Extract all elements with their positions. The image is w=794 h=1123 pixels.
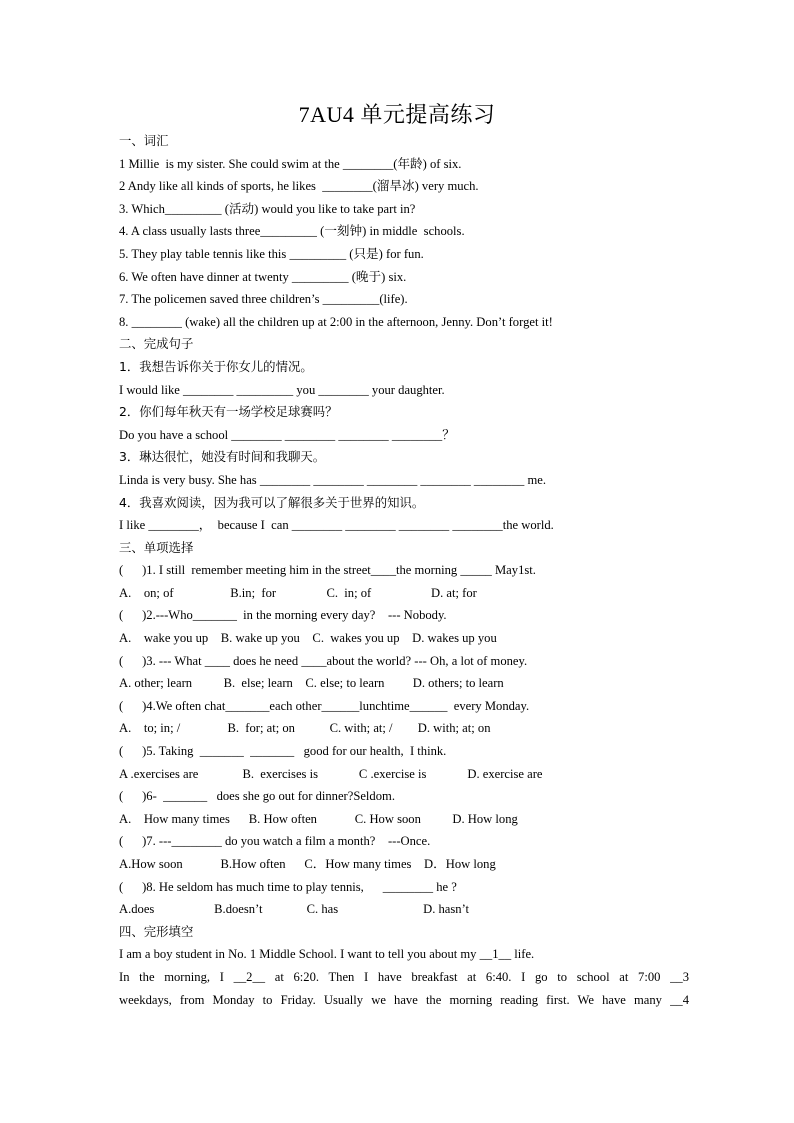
exercise-line: A .exercises are B. exercises is C .exercise is D. exercise are bbox=[119, 766, 543, 781]
exercise-line: ( )7. ---________ do you watch a film a month? ---Once. bbox=[119, 834, 431, 849]
section-heading: 一、词汇 bbox=[119, 133, 169, 148]
exercise-line: ( )2.---Who_______ in the morning every day? --- Nobody. bbox=[119, 608, 447, 623]
exercise-line: ( )4.We often chat_______each other______lunchtime______ every Monday. bbox=[119, 698, 530, 713]
exercise-line: 1 Millie is my sister. She could swim at the ________(年龄) of six. bbox=[119, 156, 462, 171]
exercise-line: I am a boy student in No. 1 Middle School. I want to tell you about my __1__ life. bbox=[119, 947, 535, 962]
section-heading: 二、完成句子 bbox=[119, 336, 194, 352]
exercise-line: 8. ________ (wake) all the children up at 2:00 in the afternoon, Jenny. Don’t forget it! bbox=[119, 314, 553, 329]
exercise-line: ( )5. Taking _______ _______ good for our health, I think. bbox=[119, 744, 447, 759]
exercise-line: 7. The policemen saved three children’s _________(life). bbox=[119, 292, 408, 307]
chinese-prompt-line: 3．琳达很忙，她没有时间和我聊天。 bbox=[119, 449, 326, 465]
exercise-line: ( )3. --- What ____ does he need ____about the world? --- Oh, a lot of money. bbox=[119, 653, 528, 668]
exercise-line: A. other; learn B. else; learn C. else; to learn D. others; to learn bbox=[119, 676, 504, 691]
exercise-line: ( )8. He seldom has much time to play tennis, ________ he ? bbox=[119, 879, 457, 894]
chinese-prompt-line: 2．你们每年秋天有一场学校足球赛吗？ bbox=[119, 404, 338, 420]
page-title: 7AU4 单元提高练习 bbox=[298, 102, 496, 127]
exercise-line: 6. We often have dinner at twenty _________ (晚于) six. bbox=[119, 269, 407, 284]
exercise-line: 2 Andy like all kinds of sports, he likes ________(溜旱冰) very much. bbox=[119, 179, 479, 194]
exercise-line: A.How soon B.How often C．How many times D．How long bbox=[119, 857, 496, 871]
chinese-prompt-line: 1．我想告诉你关于你女儿的情况。 bbox=[119, 358, 313, 374]
exercise-line: 3. Which_________ (活动) would you like to take part in? bbox=[119, 201, 416, 216]
section-heading: 四、完形填空 bbox=[119, 923, 194, 939]
exercise-line: ( )6- _______ does she go out for dinner?Seldom. bbox=[119, 789, 395, 804]
exercise-line: A. How many times B. How often C. How soon D. How long bbox=[119, 811, 518, 826]
exercise-line: Do you have a school ________ ________ ________ ________？ bbox=[119, 427, 455, 442]
chinese-prompt-line: 4．我喜欢阅读，因为我可以了解很多关于世界的知识。 bbox=[119, 494, 425, 510]
exercise-line: 4. A class usually lasts three_________ (一刻钟) in middle schools. bbox=[119, 224, 465, 239]
worksheet-body bbox=[119, 130, 689, 1011]
exercise-line: In the morning, I __2__ at 6:20. Then I have breakfast at 6:40. I go to school at 7:00 __3 bbox=[119, 969, 689, 984]
exercise-line: 5. They play table tennis like this _________ (只是) for fun. bbox=[119, 246, 424, 261]
exercise-line: Linda is very busy. She has ________ ________ ________ ________ ________ me. bbox=[119, 472, 546, 487]
exercise-line: A. to; in; / B. for; at; on C. with; at; / D. with; at; on bbox=[119, 721, 491, 736]
section-heading: 三、单项选择 bbox=[119, 539, 194, 555]
exercise-line: A. wake you up B. wake up you C. wakes you up D. wakes up you bbox=[119, 631, 497, 646]
exercise-line: A. on; of B.in; for C. in; of D. at; for bbox=[119, 585, 477, 600]
exercise-line: I like ________， because I can ________ ________ ________ ________the world. bbox=[119, 518, 554, 533]
exercise-line: weekdays, from Monday to Friday. Usually we have the morning reading first. We have many __4 bbox=[119, 992, 689, 1007]
exercise-line: I would like ________ _________ you ________ your daughter. bbox=[119, 382, 445, 397]
exercise-line: A.does B.doesn’t C. has D. hasn’t bbox=[119, 902, 470, 917]
exercise-line: ( )1. I still remember meeting him in the street____the morning _____ May1st. bbox=[119, 563, 536, 578]
